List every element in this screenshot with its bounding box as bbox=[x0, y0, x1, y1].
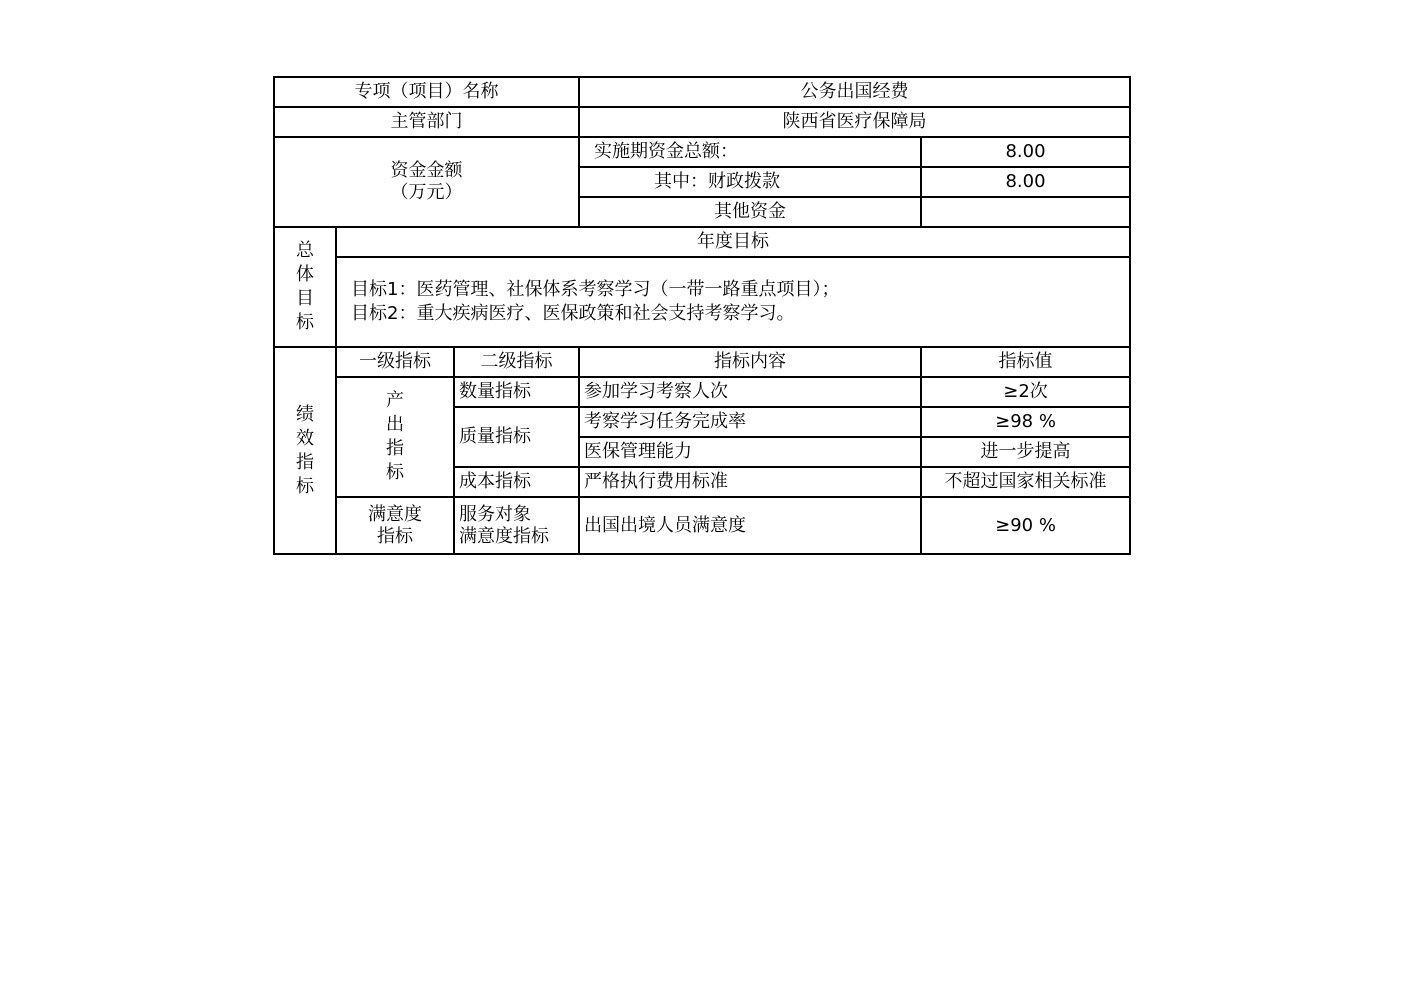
indicator-content: 出国出境人员满意度 bbox=[579, 497, 921, 554]
department-value: 陕西省医疗保障局 bbox=[579, 107, 1130, 137]
performance-label-text: 绩效指标 bbox=[295, 403, 314, 497]
funds-fiscal-value: 8.00 bbox=[921, 167, 1130, 197]
goal-item: 目标2：重大疾病医疗、医保政策和社会支持考察学习。 bbox=[351, 303, 795, 324]
overall-goal-label-text: 总体目标 bbox=[295, 240, 314, 333]
overall-goal-label bbox=[274, 227, 336, 347]
cost-indicator-label: 成本指标 bbox=[454, 467, 579, 497]
annual-goal-content bbox=[336, 257, 1130, 347]
output-indicator-label-text: 产出指标 bbox=[385, 390, 404, 483]
column-header-level1: 一级指标 bbox=[336, 347, 454, 377]
funds-fiscal-label: 其中：财政拨款 bbox=[579, 167, 921, 197]
performance-label bbox=[274, 347, 336, 554]
project-name-label: 专项（项目）名称 bbox=[274, 77, 579, 107]
indicator-content: 医保管理能力 bbox=[579, 437, 921, 467]
output-indicator-label bbox=[336, 377, 454, 497]
column-header-content: 指标内容 bbox=[579, 347, 921, 377]
funds-total-value: 8.00 bbox=[921, 137, 1130, 167]
column-header-value: 指标值 bbox=[921, 347, 1130, 377]
row-performance-header bbox=[274, 347, 1130, 377]
funds-label bbox=[274, 137, 579, 227]
column-header-level2: 二级指标 bbox=[454, 347, 579, 377]
project-name-value: 公务出国经费 bbox=[579, 77, 1130, 107]
row-department bbox=[274, 107, 1130, 137]
indicator-value: 进一步提高 bbox=[921, 437, 1130, 467]
indicator-content: 参加学习考察人次 bbox=[579, 377, 921, 407]
annual-goal-label: 年度目标 bbox=[336, 227, 1130, 257]
quality-indicator-label: 质量指标 bbox=[454, 407, 579, 467]
satisfaction-label-line1: 满意度 bbox=[368, 503, 422, 525]
row-project-name bbox=[274, 77, 1130, 107]
funds-label-line1: 资金金额 bbox=[390, 160, 463, 181]
indicator-value: ≥90 % bbox=[921, 497, 1130, 554]
indicator-content: 考察学习任务完成率 bbox=[579, 407, 921, 437]
indicator-value: ≥98 % bbox=[921, 407, 1130, 437]
row-funds-total bbox=[274, 137, 1130, 167]
row-annual-goal-header bbox=[274, 227, 1130, 257]
table-row bbox=[274, 377, 1130, 407]
service-label-line2: 满意度指标 bbox=[459, 525, 549, 547]
indicator-value: 不超过国家相关标准 bbox=[921, 467, 1130, 497]
goal-item: 目标1：医药管理、社保体系考察学习（一带一路重点项目）； bbox=[351, 279, 840, 300]
funds-other-value bbox=[921, 197, 1130, 227]
service-label-line1: 服务对象 bbox=[459, 503, 531, 525]
funds-label-line2: （万元） bbox=[390, 182, 463, 203]
service-indicator-label bbox=[454, 497, 579, 554]
department-label: 主管部门 bbox=[274, 107, 579, 137]
satisfaction-label-line2: 指标 bbox=[377, 525, 413, 547]
indicator-content: 严格执行费用标准 bbox=[579, 467, 921, 497]
indicator-value: ≥2次 bbox=[921, 377, 1130, 407]
satisfaction-indicator-label bbox=[336, 497, 454, 554]
table-row bbox=[274, 497, 1130, 554]
funds-other-label: 其他资金 bbox=[579, 197, 921, 227]
quantity-indicator-label: 数量指标 bbox=[454, 377, 579, 407]
row-annual-goal-content bbox=[274, 257, 1130, 347]
funds-total-label: 实施期资金总额： bbox=[579, 137, 921, 167]
performance-target-table bbox=[273, 76, 1131, 555]
